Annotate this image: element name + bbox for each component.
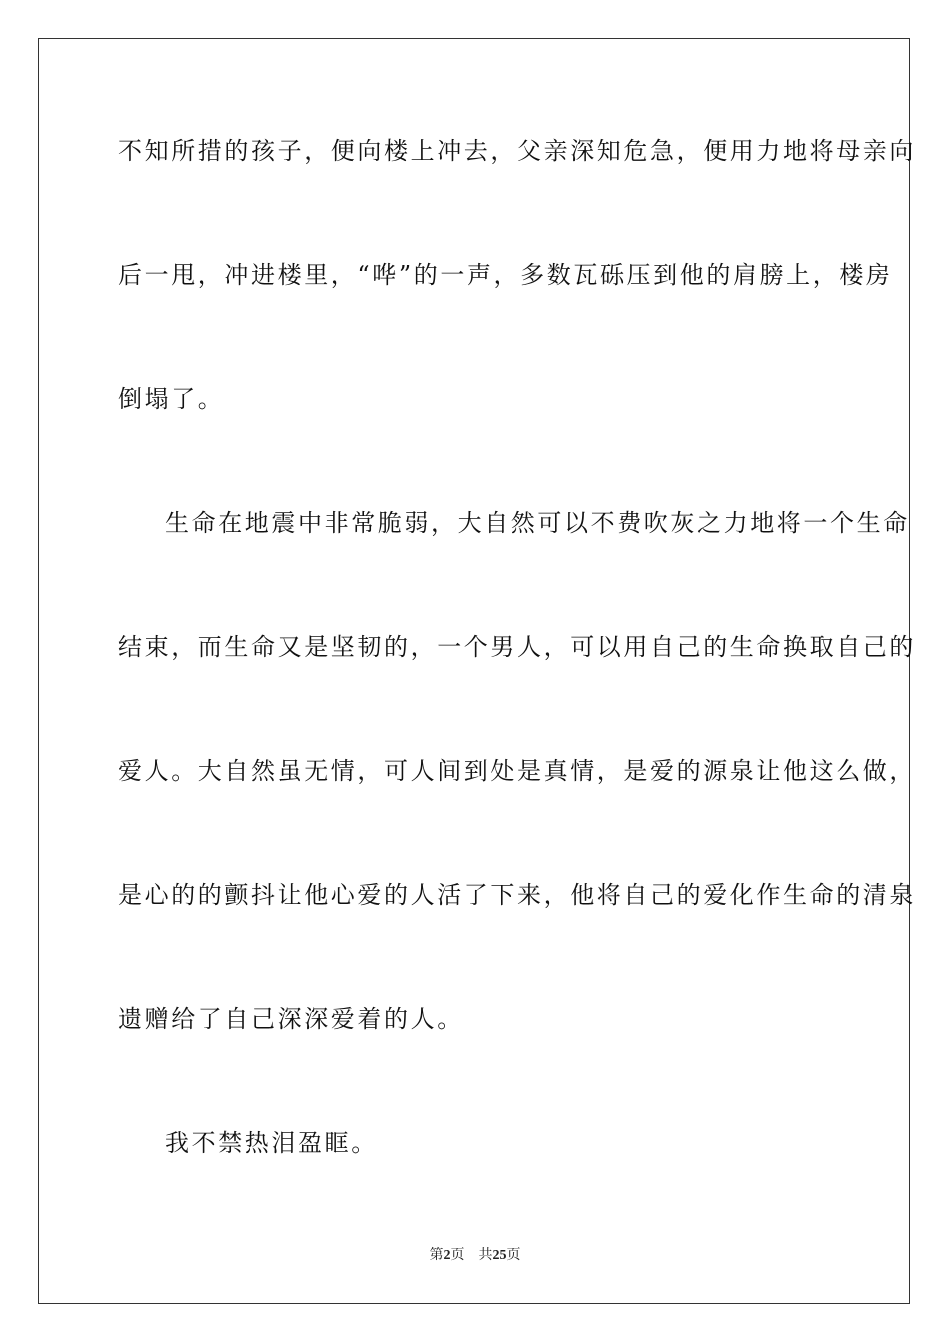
footer-total-pages: 25 — [492, 1248, 507, 1263]
footer-total-suffix: 页 — [506, 1247, 521, 1263]
paragraph-2-line-2: 结束，而生命又是坚韧的，一个男人，可以用自己的生命换取自己的 — [118, 633, 916, 661]
paragraph-2-line-5: 遗赠给了自己深深爱着的人。 — [118, 1005, 464, 1033]
paragraph-2-line-4: 是心的的颤抖让他心爱的人活了下来，他将自己的爱化作生命的清泉 — [118, 881, 916, 909]
footer-page-prefix: 第 — [429, 1247, 444, 1263]
paragraph-1-line-1: 不知所措的孩子，便向楼上冲去，父亲深知危急，便用力地将母亲向 — [118, 137, 916, 165]
paragraph-2-line-3: 爱人。大自然虽无情，可人间到处是真情，是爱的源泉让他这么做， — [118, 757, 916, 785]
page-footer — [0, 1246, 950, 1265]
paragraph-1-line-2: 后一甩，冲进楼里，“哗”的一声，多数瓦砾压到他的肩膀上，楼房 — [118, 261, 893, 289]
footer-page-suffix: 页 — [450, 1247, 465, 1263]
page-border — [38, 38, 916, 1304]
paragraph-1-line-3: 倒塌了。 — [118, 385, 225, 413]
footer-total-prefix: 共 — [478, 1247, 493, 1263]
paragraph-2-line-1: 生命在地震中非常脆弱，大自然可以不费吹灰之力地将一个生命 — [165, 509, 910, 537]
footer-page-number: 2 — [443, 1248, 451, 1263]
paragraph-3-line-1: 我不禁热泪盈眶。 — [165, 1129, 378, 1157]
